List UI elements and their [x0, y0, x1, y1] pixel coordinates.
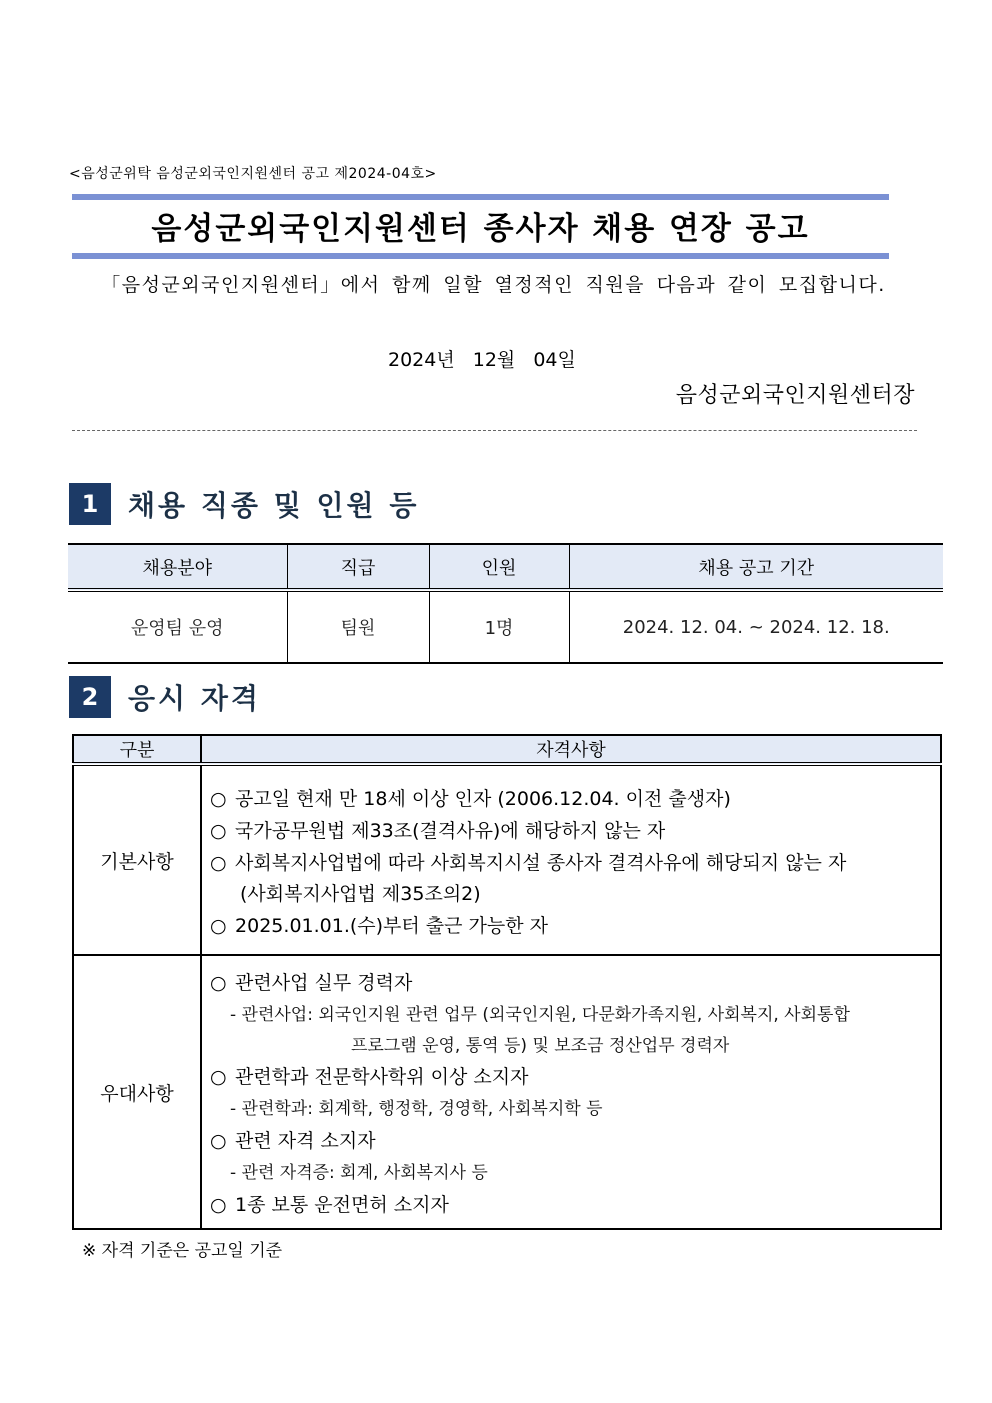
notice-date: 2024년 12월 04일: [388, 349, 576, 371]
circle-bullet-icon: ○: [210, 819, 227, 842]
item-text: 1종 보통 운전면허 소지자: [235, 1194, 449, 1216]
intro-text: 「음성군외국인지원센터」에서 함께 일할 열정적인 직원을 다음과 같이 모집합니다.: [101, 274, 886, 296]
item-continuation: (사회복지사업법 제35조의2): [240, 882, 481, 905]
section-number: 1: [69, 483, 111, 525]
sub-item: - 관련사업: 외국인지원 관련 업무 (외국인지원, 다문화가족지원, 사회복지, 사회통합: [230, 1005, 850, 1025]
circle-bullet-icon: ○: [210, 1194, 227, 1216]
title-rule-bottom: [72, 253, 889, 259]
sub-item: - 관련 자격증: 회계, 사회복지사 등: [230, 1163, 488, 1183]
table-row: [73, 955, 941, 1229]
issuer: 음성군외국인지원센터장: [675, 383, 915, 408]
circle-bullet-icon: ○: [210, 1130, 227, 1152]
list-item: [210, 1125, 940, 1157]
column-header: 채용 공고 기간: [569, 544, 943, 590]
list-item: [210, 815, 940, 847]
table-row: [73, 764, 941, 955]
item-text: 관련 자격 소지자: [235, 1130, 376, 1152]
qualification-table: [72, 734, 942, 1230]
item-text: 관련학과 전문학사학위 이상 소지자: [235, 1066, 529, 1088]
list-item: [210, 1189, 940, 1221]
column-header: 인원: [429, 544, 569, 590]
circle-bullet-icon: ○: [210, 787, 227, 810]
list-item: [210, 967, 940, 999]
sub-item-continuation: 프로그램 운영, 통역 등) 및 보조금 정산업무 경력자: [351, 1036, 730, 1056]
category-basic: 기본사항: [73, 764, 201, 955]
circle-bullet-icon: ○: [210, 1066, 227, 1088]
table-cell: 운영팀 운영: [68, 590, 287, 663]
circle-bullet-icon: ○: [210, 972, 227, 994]
basic-items: [201, 764, 941, 955]
notice-reference: <음성군위탁 음성군외국인지원센터 공고 제2024-04호>: [69, 166, 437, 182]
table-row: [68, 590, 943, 663]
page-title: 음성군외국인지원센터 종사자 채용 연장 공고: [151, 211, 810, 247]
list-item: [210, 910, 940, 942]
column-header: 채용분야: [68, 544, 287, 590]
list-item: [210, 783, 940, 815]
section-1-heading: [69, 483, 419, 525]
section-2-heading: [69, 676, 261, 718]
table-cell: 2024. 12. 04. ~ 2024. 12. 18.: [569, 590, 943, 663]
sub-item: - 관련학과: 회계학, 행정학, 경영학, 사회복지학 등: [230, 1099, 603, 1119]
item-text: 국가공무원법 제33조(결격사유)에 해당하지 않는 자: [235, 819, 666, 842]
list-item: [210, 847, 940, 879]
column-header: 구분: [73, 735, 201, 764]
recruitment-table: [68, 543, 943, 664]
table-cell: 팀원: [287, 590, 429, 663]
item-text: 관련사업 실무 경력자: [235, 972, 413, 994]
table-cell: 1명: [429, 590, 569, 663]
section-number: 2: [69, 676, 111, 718]
circle-bullet-icon: ○: [210, 851, 227, 874]
item-text: 사회복지사업법에 따라 사회복지시설 종사자 결격사유에 해당되지 않는 자: [235, 851, 847, 874]
item-text: 2025.01.01.(수)부터 출근 가능한 자: [235, 914, 549, 937]
section-title: 채용 직종 및 인원 등: [128, 489, 420, 522]
title-rule-top: [72, 194, 889, 200]
footnote: ※ 자격 기준은 공고일 기준: [82, 1241, 283, 1261]
item-text: 공고일 현재 만 18세 이상 인자 (2006.12.04. 이전 출생자): [235, 787, 731, 810]
list-item: [210, 1061, 940, 1093]
table-header-row: [68, 544, 943, 590]
category-preferred: 우대사항: [73, 955, 201, 1229]
dashed-divider: [72, 430, 917, 431]
column-header: 자격사항: [201, 735, 941, 764]
column-header: 직급: [287, 544, 429, 590]
section-title: 응시 자격: [128, 682, 261, 715]
circle-bullet-icon: ○: [210, 914, 227, 937]
preferred-items: [201, 955, 941, 1229]
table-header-row: [73, 735, 941, 764]
